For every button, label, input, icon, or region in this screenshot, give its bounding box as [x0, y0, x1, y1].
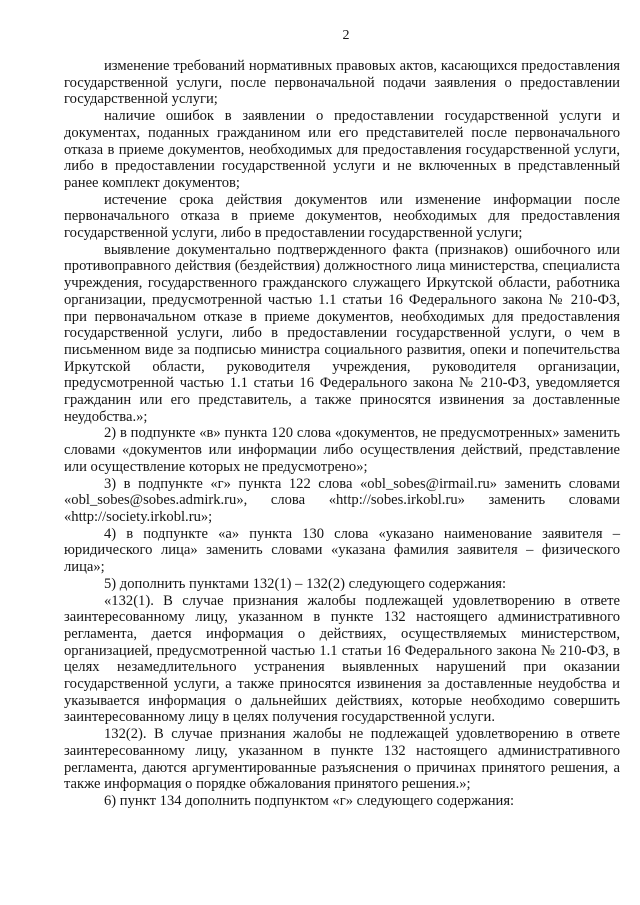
paragraph-item-2: 2) в подпункте «в» пункта 120 слова «документов, не предусмотренных» заменить словами «документов или информации либо осуществления действий, представление или осуществление которых не предусмотрено»;: [64, 425, 620, 475]
paragraph-132-1: «132(1). В случае признания жалобы подлежащей удовлетворению в ответе заинтересованному лицу, указанном в пункте 132 настоящего административного регламента, дается информация о действиях, осуществляемых министерством, организацией, предусмотренной частью 1.1 статьи 16 Федерального закона № 210-ФЗ, в целях незамедлительного устранения выявленных нарушений при оказании государственной услуги, а также приносятся извинения за доставленные неудобства и указывается информация о дальнейших действиях, которые необходимо совершить заинтересованному лицу в целях получения государственной услуги.: [64, 592, 620, 726]
paragraph-item-6: 6) пункт 134 дополнить подпунктом «г» следующего содержания:: [104, 792, 515, 809]
paragraph-document-expiry: истечение срока действия документов или изменение информации после первоначального отказа в приеме документов, необходимых для предоставления государственной услуги, либо в предоставлении государственной услуги;: [64, 191, 620, 242]
page-number: 2: [342, 28, 350, 43]
paragraph-errors-in-application: наличие ошибок в заявлении о предоставлении государственной услуги и документах, поданных гражданином или его представителей после первоначального отказа в приеме документов, необходимых для предоставления государственной услуги, либо в предоставлении государственной услуги и не включенных в представленный ранее комплект документов;: [64, 108, 620, 191]
paragraph-erroneous-action: выявление документально подтвержденного факта (признаков) ошибочного или противоправного действия (бездействия) должностного лица министерства, специалиста учреждения, государственного гражданского служащего Иркутской области, работника организации, предусмотренной частью 1.1 статьи 16 Федерального закона № 210-ФЗ, при первоначальном отказе в приеме документов, необходимых для предоставления государственной услуги, либо в предоставлении государственной услуги, о чем в письменном виде за подписью министра социального развития, опеки и попечительства Иркутской области, руководителя учреждения, руководителя организации, предусмотренной частью 1.1 статьи 16 Федерального закона № 210-ФЗ, уведомляется гражданин или его представитель, а также приносятся извинения за доставленные неудобства.»;: [64, 241, 620, 425]
paragraph-132-2: 132(2). В случае признания жалобы не подлежащей удовлетворению в ответе заинтересованному лицу, указанном в пункте 132 настоящего административного регламента, даются аргументированные разъяснения о причинах принятого решения, а также информация о порядке обжалования принятого решения.»;: [64, 726, 620, 793]
paragraph-requirements-change: изменение требований нормативных правовых актов, касающихся предоставления государственной услуги, после первоначальной подачи заявления о предоставлении государственной услуги;: [64, 58, 620, 108]
paragraph-item-4: 4) в подпункте «а» пункта 130 слова «указано наименование заявителя – юридического лица» заменить словами «указана фамилия заявителя – физического лица»;: [64, 525, 620, 576]
paragraph-item-5: 5) дополнить пунктами 132(1) – 132(2) следующего содержания:: [104, 575, 507, 592]
paragraph-item-3: 3) в подпункте «г» пункта 122 слова «obl_sobes@irmail.ru» заменить словами «obl_sobes@sobes.admirk.ru», слова «http://sobes.irkobl.ru» заменить словами «http://society.irkobl.ru»;: [64, 475, 620, 525]
